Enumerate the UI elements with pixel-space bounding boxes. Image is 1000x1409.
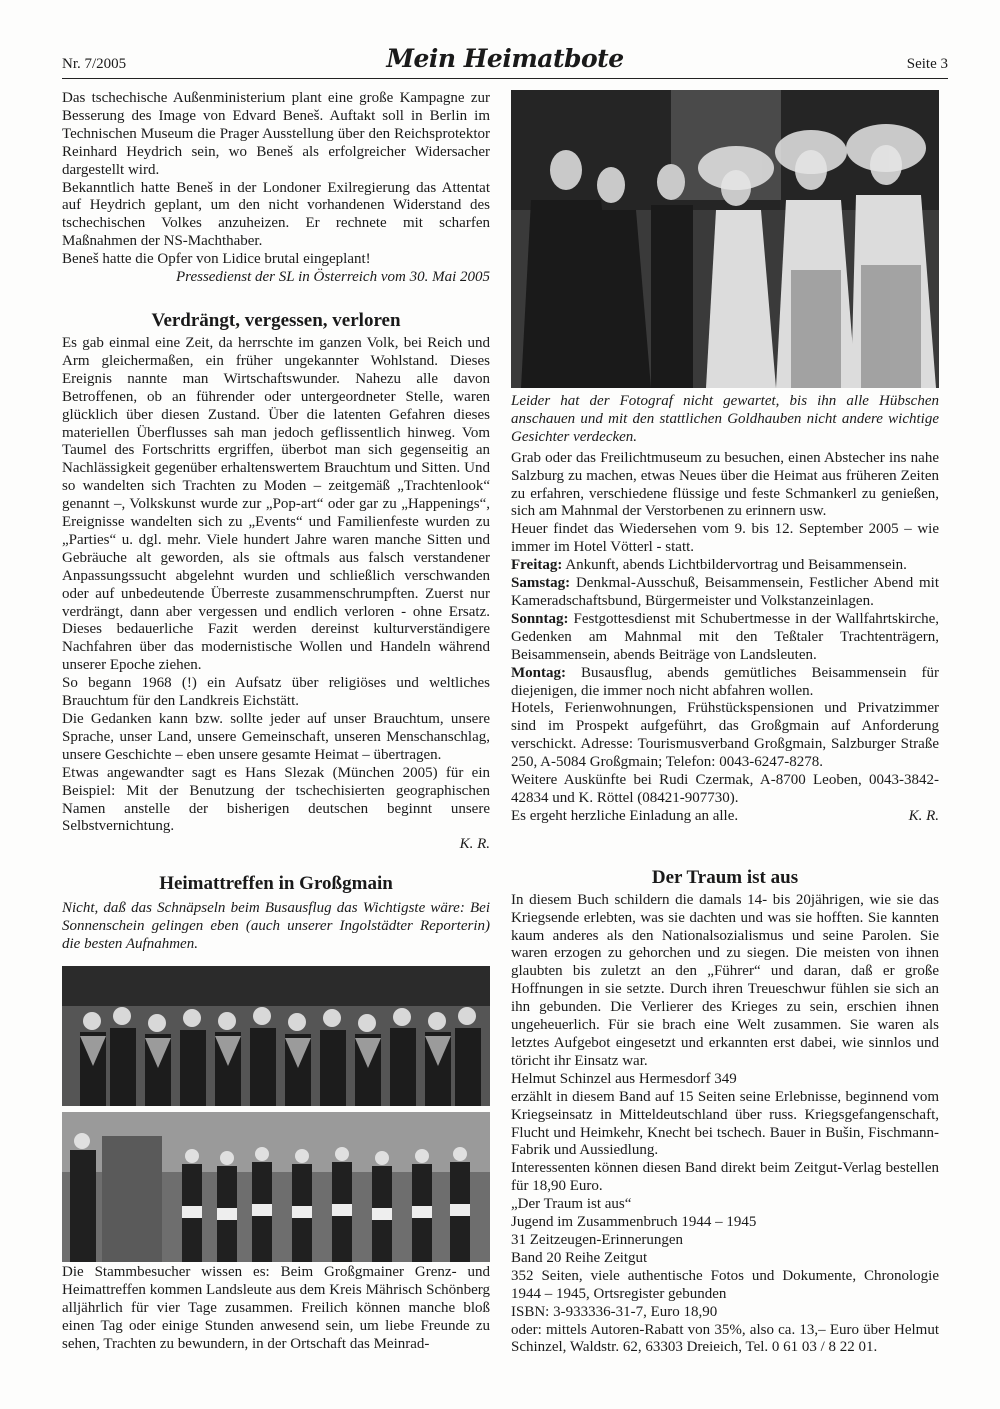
- right-column: [511, 90, 939, 1357]
- intro-paragraph: Bekanntlich hatte Beneš in der Londoner Exilregierung das Attentat auf Heydrich geplant, um den nicht vorhandenen Widerstand des tschechischen Volkes anzuheizen. Er rechnete mit scharfen Maßnahmen der NS-Machthaber.: [62, 179, 490, 250]
- book-line: Jugend im Zusammenbruch 1944 – 1945: [511, 1214, 757, 1231]
- book-line: Band 20 Reihe Zeitgut: [511, 1249, 648, 1266]
- costume-photo: [511, 90, 939, 388]
- schedule-item: [511, 665, 939, 701]
- page-header: [62, 44, 948, 79]
- schedule-text: Ankunft, abends Lichtbildervortrag und Beisammensein.: [565, 557, 907, 574]
- article-paragraph: Heuer findet das Wiedersehen vom 9. bis 12. September 2005 – wie immer im Hotel Vötterl - statt.: [511, 521, 939, 556]
- article-author: K. R.: [908, 807, 939, 824]
- schedule-day: Montag:: [511, 664, 566, 681]
- article-paragraph: Die Gedanken kann bzw. sollte jeder auf unser Brauchtum, unsere Sprache, unser Land, unsere Gemeinschaft, unseren Menschanschlag, unsere Geschichte – eben unsere gesamte Heimat – übertragen.: [62, 711, 490, 763]
- article-lead: Nicht, daß das Schnäpseln beim Busausflug das Wichtigste wäre: Bei Sonnenschein gelingen eben (auch unserer Ingolstädter Reporterin) die besten Aufnahmen.: [62, 900, 490, 953]
- schedule-item: [511, 611, 939, 665]
- book-paragraph: In diesem Buch schildern die damals 14- bis 20jährigen, wie sie das Kriegsende erlebten, was sie dachten und was sie hofften. Sie kannten kaum anderes als den Nationalsozialismus und seine Parolen. Sie waren erzogen zu gehorchen und zu siegen. Die meisten von ihnen glaubten bis zuletzt an den „Führer“ und daran, daß er große Hoffnungen in sie setzte. Durch ihren Treueschwur fühlen sie sich an ihn gebunden. Die Verlierer des Krieges zu sein, erschien ihnen ungeheuerlich. Für sie brach eine Welt zusammen. Sie waren als letztes Aufgebot eingesetzt und erkannten erst dabei, wie sinnlos und töricht ihr Einsatz war.: [511, 891, 939, 1069]
- article-paragraph: Etwas angewandter sagt es Hans Slezak (München 2005) für ein Beispiel: Mit der Benutzung der tschechisierten geographischen Namen anstelle der bisherigen deutschen beginnt unsere Selbstvernichtung.: [62, 764, 490, 835]
- book-line: Helmut Schinzel aus Hermesdorf 349: [511, 1070, 737, 1087]
- intro-paragraph: Das tschechische Außenministerium plant eine große Kampagne zur Besserung des Image von Edvard Beneš. Auftakt soll in Berlin im Technischen Museum die Prager Ausstellung über den Reichsprotektor Reinhard Heydrich sein, wo Beneš als erfolgreicher Widersacher dargestellt wird.: [62, 90, 490, 178]
- article-paragraph: Grab oder das Freilichtmuseum zu besuchen, einen Abstecher ins nahe Salzburg zu machen, etwas Neues über die Heimat aus früheren Zeiten zu erfahren, verschiedene flüssige und feste Schmankerl zu genießen, sich am Mahnmal der Verstorbenen zu erinnern usw.: [511, 449, 939, 520]
- article-paragraph: Hotels, Ferienwohnungen, Frühstückspensionen und Privatzimmer sind im Prospekt aufgeführt, das Großgmain auf Anforderung verschickt. Adresse: Tourismusverband Großgmain, Salzburger Straße 250, A-5084 Großgmain; Telefon: 0043-6247-8278.: [511, 700, 939, 771]
- schedule-text: Denkmal-Ausschuß, Beisammensein, Festlicher Abend mit Kameradschaftsbund, Bürgermeister und Volkstanzeinlagen.: [511, 575, 939, 609]
- article-title: Der Traum ist aus: [651, 866, 799, 888]
- intro-source: Pressedienst der SL in Österreich vom 30. Mai 2005: [176, 269, 490, 286]
- schedule-item: [511, 575, 939, 611]
- schedule-day: Freitag:: [511, 557, 563, 574]
- book-line: „Der Traum ist aus“: [511, 1196, 632, 1213]
- article-paragraph: Die Stammbesucher wissen es: Beim Großgmainer Grenz- und Heimattreffen kommen Landsleute aus dem Kreis Mährisch Schönberg alljährlich für vier Tage zusammen. Freilich können manche bloß einen Tag oder einige Stunden anwesend sein, um liebe Freunde zu sehen, Trachten zu bewundern, in der Ortschaft das Meinrad-: [62, 1263, 490, 1352]
- article-paragraph: Es gab einmal eine Zeit, da herrschte im ganzen Volk, bei Reich und Arm gleichermaßen, ein früher ungekannter Wohlstand. Dieses Ereignis nannte man Wirtschaftswunder. Nahezu alle davon Betroffenen, ob an führender oder untergeordneter Stelle, waren glücklich über diesen Zustand. Über die latenten Gefahren dieses materiellen Überflusses sah man jedoch geflissentlich hinweg. Vom Taumel des Fortschritts ergriffen, überbot man sich gegenseitig an Nachlässigkeit gegenüber erhaltenswertem Brauchtum und Sitten. Und so wandelten sich Trachten zu Moden – zeitgemäß „Trachtenlook“ genannt –, Volkskunst wurde zur „Pop-art“ oder gar zu „Happenings“, Ereignisse wandelten sich zu „Events“ und Familienfeste wurden zu „Parties“ u. dgl. mehr. Viele hundert Jahre waren manche Sitten und Gebräuche alt geworden, als sie oftmals aus falsch verstandener Anpassungssucht abgelehnt wurden und schließlich verschwanden oder auf unbedeutende Überreste zusammenschrumpften. Zuerst nur verdrängt, dann aber vergessen und endlich verloren - ohne Ersatz. Dieses bedauerliche Fazit werden dereinst kulturverständigere Nachfahren über das modernistische Wollen und Handeln während unserer Epoche ziehen.: [62, 334, 490, 674]
- book-paragraph: oder: mittels Autoren-Rabatt von 35%, also ca. 13,– Euro über Helmut Schinzel, Waldstr. 62, 63303 Dreieich, Tel. 0 61 03 / 8 22 01.: [511, 1321, 939, 1356]
- schedule-day: Samstag:: [511, 575, 571, 592]
- article-title: Heimattreffen in Großgmain: [159, 873, 393, 895]
- book-paragraph: erzählt in diesem Band auf 15 Seiten seine Erlebnisse, beginnend vom Kriegseinsatz in Mitteldeutschland über russ. Kriegsgefangenschaft, Flucht und Heimkehr, Knecht bei tschech. Bauer in Bušin, Fischmann-Fabrik und Aussiedlung.: [511, 1088, 939, 1159]
- issue-number: Nr. 7/2005: [62, 56, 127, 72]
- book-paragraph: 352 Seiten, viele authentische Fotos und Dokumente, Chronologie 1944 – 1945, Ortsregister gebunden: [511, 1267, 939, 1302]
- group-photo: [62, 966, 490, 1262]
- invite-text: Es ergeht herzliche Einladung an alle.: [511, 807, 739, 824]
- schedule-day: Sonntag:: [511, 610, 569, 627]
- intro-paragraph: Beneš hatte die Opfer von Lidice brutal eingeplant!: [62, 251, 371, 268]
- schedule-item: [511, 557, 939, 575]
- book-line: ISBN: 3-933336-31-7, Euro 18,90: [511, 1303, 718, 1320]
- schedule-text: Busausflug, abends gemütliches Beisammensein für diejenigen, die immer noch nicht abfahren wollen.: [511, 664, 939, 699]
- article-title: Verdrängt, vergessen, verloren: [151, 309, 401, 331]
- photo-caption: Leider hat der Fotograf nicht gewartet, bis ihn alle Hübschen anschauen und mit den stattlichen Goldhauben nicht andere wichtige Gesichter verdecken.: [511, 393, 939, 445]
- page-number: Seite 3: [906, 56, 948, 72]
- book-paragraph: Interessenten können diesen Band direkt beim Zeitgut-Verlag bestellen für 18,90 Euro.: [511, 1160, 939, 1195]
- article-author: K. R.: [459, 836, 490, 853]
- invite-line: [511, 808, 939, 826]
- article-paragraph: Weitere Auskünfte bei Rudi Czermak, A-8700 Leoben, 0043-3842-42834 und K. Röttel (08421-907730).: [511, 772, 939, 806]
- left-column: [62, 90, 490, 1354]
- masthead-logo: Mein Heimatbote: [386, 44, 624, 73]
- schedule-text: Festgottesdienst mit Schubertmesse in der Wallfahrtskirche, Gedenken am Mahnmal mit den Teßtaler Trachtenträgern, Beisammensein, abends Beiträge von Landsleuten.: [511, 610, 940, 663]
- book-line: 31 Zeitzeugen-Erinnerungen: [511, 1231, 684, 1248]
- article-paragraph: So begann 1968 (!) ein Aufsatz über religiöses und weltliches Brauchtum für den Landkreis Eichstätt.: [62, 675, 490, 710]
